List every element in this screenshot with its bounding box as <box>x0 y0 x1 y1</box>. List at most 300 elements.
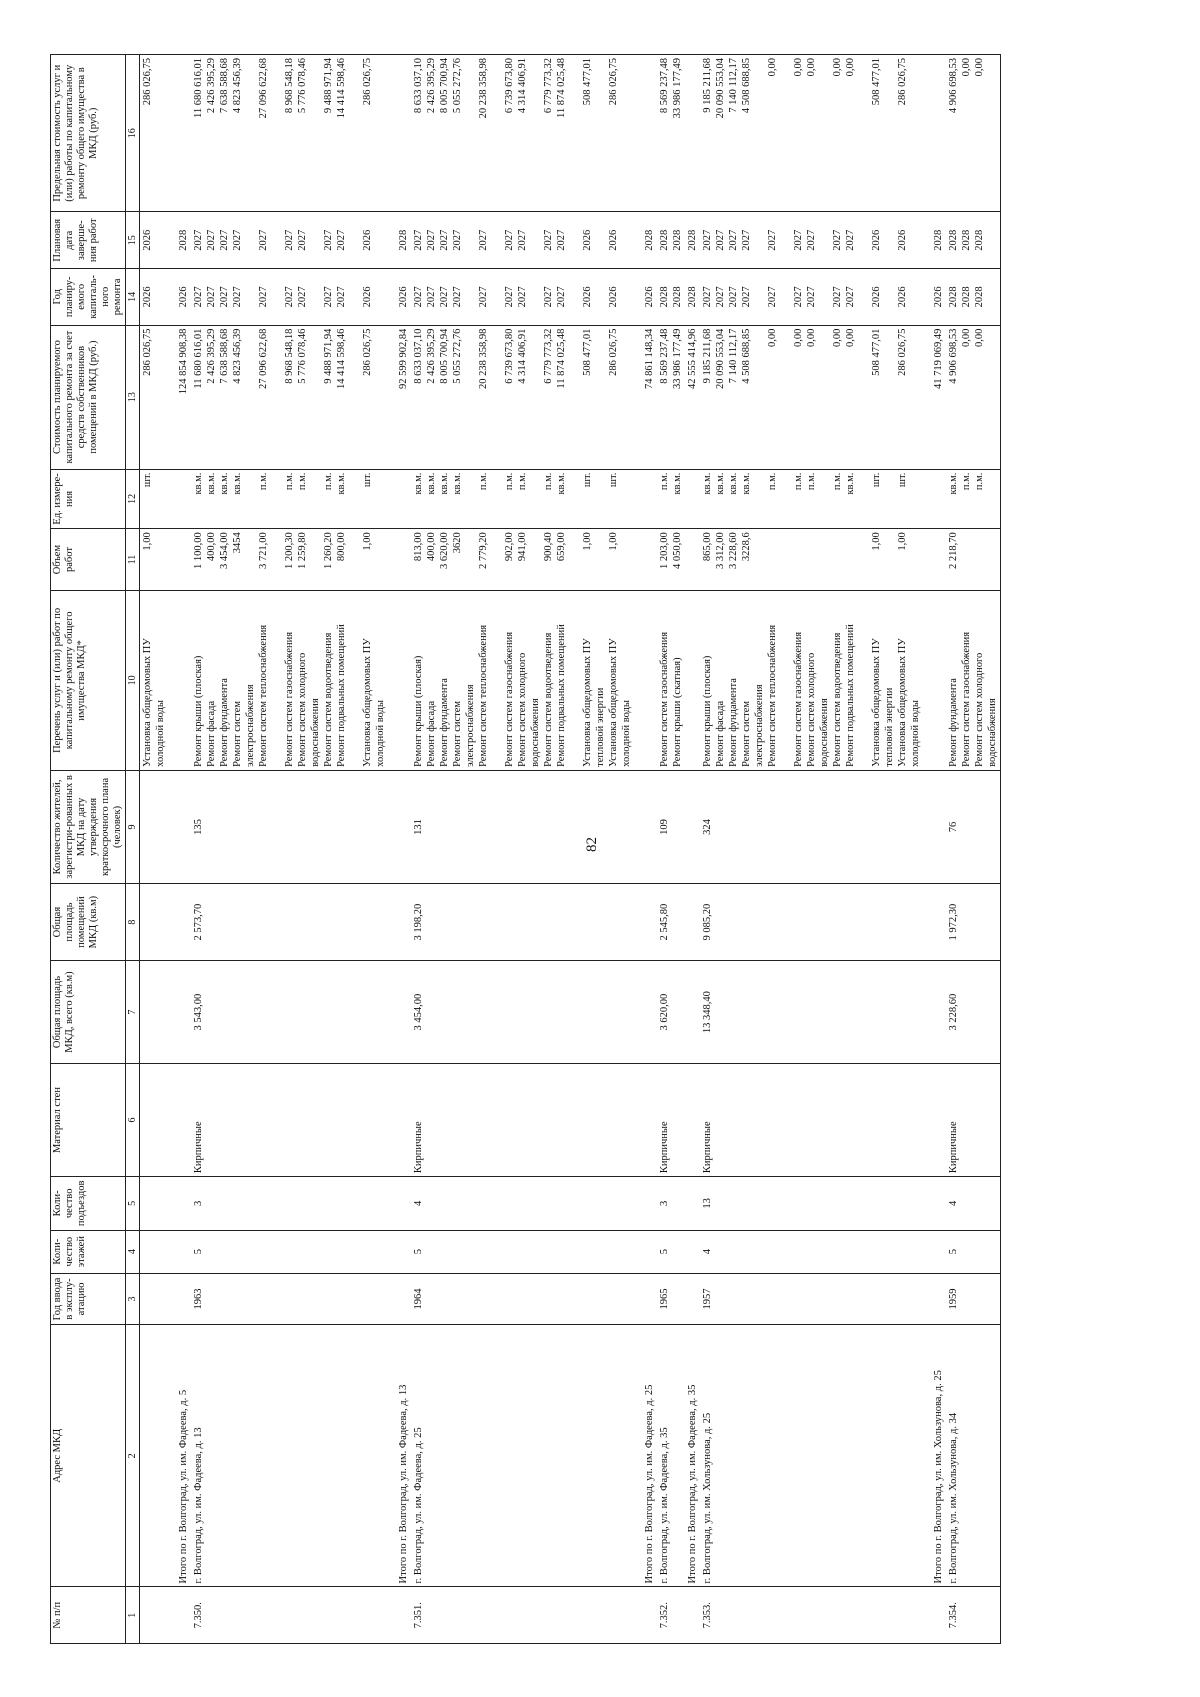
work-cost: 5 776 078,46 <box>297 328 308 384</box>
work-item-cell <box>191 590 388 770</box>
wall-material <box>923 1063 946 1176</box>
premises-area: 3 198,20 <box>411 884 634 961</box>
limit-cost-cell <box>140 55 169 212</box>
premises-area <box>388 884 411 961</box>
completion-year: 2027 <box>543 229 554 251</box>
col-number: 6 <box>126 1063 140 1176</box>
col-number: 4 <box>126 1230 140 1273</box>
residents <box>634 770 657 883</box>
work-item: Ремонт фасада <box>715 700 726 767</box>
work-item: Установка общедомовых ПУ <box>897 638 908 767</box>
completion-year: 2028 <box>672 229 683 251</box>
completion-year: 2027 <box>793 229 804 251</box>
work-volume-cell <box>168 529 191 591</box>
entrances <box>168 1177 191 1230</box>
completion-year: 2028 <box>398 229 409 251</box>
work-unit <box>883 473 896 526</box>
work-item: Ремонт систем газоснабжения <box>284 631 295 767</box>
work-cost <box>154 329 167 466</box>
repair-year: 2027 <box>219 286 230 308</box>
work-item-cell <box>700 590 923 770</box>
repair-year <box>909 272 922 322</box>
repair-year: 2027 <box>413 286 424 308</box>
limit-cost-cell <box>700 55 923 212</box>
floors: 5 <box>657 1230 685 1273</box>
floors: 4 <box>700 1230 923 1273</box>
work-unit: п.м. <box>517 472 528 491</box>
work-item <box>568 594 581 767</box>
completion-year <box>909 215 922 265</box>
work-cost: 0,00 <box>961 328 972 347</box>
work-item <box>490 594 503 767</box>
work-unit-cell <box>685 469 700 529</box>
work-volume: 1,00 <box>582 532 593 551</box>
work-item: Ремонт систем теплоснабжения <box>258 624 269 767</box>
page-number: 82 <box>584 837 600 852</box>
work-unit: кв.м. <box>232 472 243 495</box>
work-item: Ремонт фундамента <box>219 678 230 767</box>
work-item: Ремонт фасада <box>426 700 437 767</box>
work-item <box>857 594 870 767</box>
repair-year: 2028 <box>672 286 683 308</box>
work-volume <box>270 532 283 587</box>
work-item: водоснабжения <box>530 698 541 767</box>
completion-year-cell <box>657 212 685 269</box>
work-unit: п.м. <box>284 472 295 491</box>
wall-material <box>140 1063 169 1176</box>
limit-cost: 286 026,75 <box>142 58 153 106</box>
repair-year: 2027 <box>336 286 347 308</box>
work-cost: 0,00 <box>806 328 817 347</box>
limit-cost: 0,00 <box>845 58 856 77</box>
work-unit <box>932 473 945 526</box>
premises-area: 2 573,70 <box>191 884 388 961</box>
work-cost: 33 986 177,49 <box>672 328 683 389</box>
work-volume <box>568 532 581 587</box>
col-number: 8 <box>126 884 140 961</box>
work-unit: п.м. <box>961 472 972 491</box>
work-unit: п.м. <box>504 472 515 491</box>
year-built <box>388 1273 411 1324</box>
row-number <box>168 1587 191 1644</box>
col-header-year: Год ввода в эксплу-атацию <box>51 1273 126 1324</box>
col-header-floors: Коли-чество этажей <box>51 1230 126 1273</box>
repair-year: 2027 <box>767 286 778 308</box>
work-unit-cell <box>140 469 169 529</box>
limit-cost: 0,00 <box>961 58 972 77</box>
work-volume <box>529 532 542 587</box>
limit-cost <box>883 58 896 208</box>
address: г. Волгоград, ул. им. Хользунова, д. 34 <box>946 1325 1001 1587</box>
limit-cost <box>909 58 922 208</box>
col-header-completion-date: Плановая дата заверше-ния работ <box>51 212 126 269</box>
work-unit-cell <box>168 469 191 529</box>
floors <box>923 1230 946 1273</box>
premises-area <box>634 884 657 961</box>
work-item: Ремонт систем холодного <box>517 652 528 767</box>
work-unit <box>348 473 361 526</box>
wall-material <box>168 1063 191 1176</box>
limit-cost: 20 090 553,04 <box>715 58 726 119</box>
completion-year: 2027 <box>741 229 752 251</box>
repair-year: 2026 <box>871 286 882 308</box>
limit-cost: 11 874 025,48 <box>556 58 567 118</box>
completion-year <box>374 215 387 265</box>
work-unit-cell <box>634 469 657 529</box>
repair-year-cell <box>191 269 388 326</box>
completion-year: 2026 <box>362 229 373 251</box>
entrances <box>685 1177 700 1230</box>
work-unit: шт. <box>871 472 882 488</box>
work-cost: 7 638 588,68 <box>219 328 230 384</box>
floors: 5 <box>411 1230 634 1273</box>
work-cost: 41 719 069,49 <box>933 328 944 389</box>
completion-year: 2027 <box>284 229 295 251</box>
work-item: Установка общедомовых ПУ <box>608 638 619 767</box>
limit-cost-cell <box>634 55 657 212</box>
completion-year: 2026 <box>871 229 882 251</box>
repair-year <box>529 272 542 322</box>
repair-year <box>490 272 503 322</box>
row-number: 7.353. <box>700 1587 923 1644</box>
completion-year: 2027 <box>556 229 567 251</box>
entrances: 3 <box>191 1177 388 1230</box>
work-cost: 508 477,01 <box>871 328 882 376</box>
table-row <box>685 55 700 1644</box>
column-number-row <box>126 55 140 1644</box>
work-cost-cell <box>388 325 411 469</box>
repair-year: 2026 <box>398 286 409 308</box>
work-unit <box>154 473 167 526</box>
year-built: 1963 <box>191 1273 388 1324</box>
limit-cost <box>348 58 361 208</box>
limit-cost: 2 426 395,29 <box>426 58 437 114</box>
work-volume <box>177 532 190 587</box>
work-volume: 3228,6 <box>741 532 752 562</box>
work-unit <box>594 473 607 526</box>
limit-cost <box>464 58 477 208</box>
col-number: 13 <box>126 325 140 469</box>
limit-cost <box>779 58 792 208</box>
work-volume <box>154 532 167 587</box>
wall-material <box>685 1063 700 1176</box>
repair-year: 2027 <box>715 286 726 308</box>
work-volume: 1,00 <box>142 532 153 551</box>
address: Итого по г. Волгоград, ул. им. Фадеева, д. 25 <box>634 1325 657 1587</box>
repair-year: 2027 <box>504 286 515 308</box>
work-cost: 286 026,75 <box>142 328 153 376</box>
work-unit: шт. <box>142 472 153 488</box>
limit-cost: 33 986 177,49 <box>672 58 683 119</box>
limit-cost: 4 823 456,39 <box>232 58 243 114</box>
work-cost-cell <box>700 325 923 469</box>
address: Итого по г. Волгоград, ул. им. Фадеева, д. 13 <box>388 1325 411 1587</box>
work-unit <box>620 473 633 526</box>
repair-year: 2027 <box>806 286 817 308</box>
work-volume: 900,40 <box>543 532 554 562</box>
work-cost: 42 555 414,96 <box>687 328 698 389</box>
col-header-cost: Стоимость планируемого капитального ремонта за счет средств собственников помещений в МКД (руб.) <box>51 325 126 469</box>
work-unit-cell <box>191 469 388 529</box>
completion-year-cell <box>700 212 923 269</box>
work-volume-cell <box>140 529 169 591</box>
repair-year-cell <box>923 269 946 326</box>
row-number <box>140 1587 169 1644</box>
work-volume <box>857 532 870 587</box>
completion-year <box>309 215 322 265</box>
limit-cost <box>594 58 607 208</box>
work-cost: 9 488 971,94 <box>323 328 334 384</box>
limit-cost-cell <box>923 55 946 212</box>
work-item <box>686 594 699 767</box>
limit-cost: 508 477,01 <box>582 58 593 106</box>
limit-cost <box>857 58 870 208</box>
repair-year: 2027 <box>728 286 739 308</box>
work-item-cell <box>411 590 634 770</box>
completion-year: 2028 <box>644 229 655 251</box>
work-cost: 6 779 773,32 <box>543 328 554 384</box>
work-volume: 941,00 <box>517 532 528 562</box>
work-cost <box>818 329 831 466</box>
limit-cost: 7 638 588,68 <box>219 58 230 114</box>
completion-year: 2026 <box>608 229 619 251</box>
work-cost-cell <box>946 325 1001 469</box>
repair-year <box>620 272 633 322</box>
work-volume <box>766 532 779 587</box>
work-unit <box>857 473 870 526</box>
work-item: электроснабжения <box>245 684 256 767</box>
work-cost: 4 314 406,91 <box>517 328 528 384</box>
work-unit: п.м. <box>793 472 804 491</box>
row-number: 7.350. <box>191 1587 388 1644</box>
repair-year: 2027 <box>297 286 308 308</box>
completion-year: 2028 <box>687 229 698 251</box>
repair-year <box>464 272 477 322</box>
repair-year <box>883 272 896 322</box>
floors <box>140 1230 169 1273</box>
limit-cost: 0,00 <box>832 58 843 77</box>
completion-year <box>857 215 870 265</box>
work-volume-cell <box>191 529 388 591</box>
work-volume <box>244 532 257 587</box>
residents: 324 <box>700 770 923 883</box>
limit-cost-cell <box>657 55 685 212</box>
col-number: 5 <box>126 1177 140 1230</box>
total-row <box>634 55 657 1644</box>
work-item: водоснабжения <box>819 698 830 767</box>
repair-year: 2028 <box>687 286 698 308</box>
work-cost <box>309 329 322 466</box>
repair-year: 2027 <box>232 286 243 308</box>
premises-area: 1 972,30 <box>946 884 1001 961</box>
row-number <box>685 1587 700 1644</box>
wall-material: Кирпичные <box>191 1063 388 1176</box>
work-unit: п.м. <box>297 472 308 491</box>
limit-cost <box>244 58 257 208</box>
work-unit <box>177 473 190 526</box>
work-item-cell <box>388 590 411 770</box>
premises-area <box>140 884 169 961</box>
address: г. Волгоград, ул. им. Фадеева, д. 35 <box>657 1325 685 1587</box>
work-unit: п.м. <box>323 472 334 491</box>
work-item: тепловой энергии <box>884 687 895 767</box>
work-unit <box>909 473 922 526</box>
work-cost <box>464 329 477 466</box>
completion-year-cell <box>191 212 388 269</box>
address: Итого по г. Волгоград, ул. им. Фадеева, д. 5 <box>168 1325 191 1587</box>
completion-year: 2027 <box>504 229 515 251</box>
work-unit <box>818 473 831 526</box>
col-header-total-area: Общая площадь МКД, всего (кв.м) <box>51 961 126 1064</box>
limit-cost <box>270 58 283 208</box>
work-volume: 400,00 <box>206 532 217 562</box>
year-built <box>923 1273 946 1324</box>
entrances <box>388 1177 411 1230</box>
limit-cost: 0,00 <box>767 58 778 77</box>
work-item <box>270 594 283 767</box>
repair-year: 2027 <box>793 286 804 308</box>
work-cost: 0,00 <box>793 328 804 347</box>
work-cost: 0,00 <box>767 328 778 347</box>
work-cost-cell <box>411 325 634 469</box>
limit-cost <box>620 58 633 208</box>
work-unit: кв.м. <box>452 472 463 495</box>
work-cost: 7 140 112,17 <box>728 328 739 384</box>
work-volume: 902,00 <box>504 532 515 562</box>
repair-year-cell <box>700 269 923 326</box>
work-volume <box>818 532 831 587</box>
work-volume: 1 259,80 <box>297 532 308 569</box>
year-built <box>168 1273 191 1324</box>
total-row <box>388 55 411 1644</box>
year-built <box>634 1273 657 1324</box>
repair-year: 2027 <box>832 286 843 308</box>
floors: 5 <box>191 1230 388 1273</box>
completion-year: 2027 <box>478 229 489 251</box>
limit-cost: 286 026,75 <box>608 58 619 106</box>
repair-year-cell <box>946 269 1001 326</box>
limit-cost: 0,00 <box>793 58 804 77</box>
total-area: 3 454,00 <box>411 961 634 1064</box>
work-cost <box>620 329 633 466</box>
completion-year: 2027 <box>426 229 437 251</box>
entrances: 4 <box>411 1177 634 1230</box>
work-volume <box>932 532 945 587</box>
completion-year: 2027 <box>832 229 843 251</box>
work-item: Ремонт крыши (плоская) <box>413 655 424 767</box>
work-unit: кв.м. <box>845 472 856 495</box>
work-cost: 286 026,75 <box>362 328 373 376</box>
work-cost <box>857 329 870 466</box>
work-volume-cell <box>923 529 946 591</box>
work-unit-cell <box>657 469 685 529</box>
completion-year: 2028 <box>659 229 670 251</box>
work-item: Ремонт систем <box>452 700 463 767</box>
address: Итого по г. Волгоград, ул. им. Хользунова, д. 25 <box>923 1325 946 1587</box>
work-volume: 4 050,00 <box>672 532 683 569</box>
limit-cost: 6 739 673,80 <box>504 58 515 114</box>
work-unit <box>643 473 656 526</box>
col-header-works: Перечень услуг и (или) работ по капитальному ремонту общего имущества МКД* <box>51 590 126 770</box>
work-volume: 1 260,20 <box>323 532 334 569</box>
repair-year: 2026 <box>582 286 593 308</box>
work-item: Ремонт подвальных помещений <box>336 624 347 767</box>
repair-year-cell <box>140 269 169 326</box>
work-volume-cell <box>685 529 700 591</box>
total-row <box>168 55 191 1644</box>
repair-year-cell <box>657 269 685 326</box>
work-item: Ремонт подвальных помещений <box>845 624 856 767</box>
work-volume: 1 203,00 <box>659 532 670 569</box>
completion-year <box>753 215 766 265</box>
work-item: Ремонт крыши (плоская) <box>193 655 204 767</box>
repair-year: 2027 <box>206 286 217 308</box>
col-number: 14 <box>126 269 140 326</box>
work-cost: 11 680 616,01 <box>193 328 204 389</box>
limit-cost: 9 488 971,94 <box>323 58 334 114</box>
work-volume: 400,00 <box>426 532 437 562</box>
col-header-num: № п/п <box>51 1587 126 1644</box>
residents: 76 <box>946 770 1001 883</box>
address: Итого по г. Волгоград, ул. им. Фадеева, д. 35 <box>685 1325 700 1587</box>
work-unit <box>686 473 699 526</box>
col-header-residents: Количество жителей, зарегистри-рованных в МКД на дату утверждения краткосрочного плана (человек) <box>51 770 126 883</box>
work-cost: 20 090 553,04 <box>715 328 726 389</box>
repair-year: 2028 <box>948 286 959 308</box>
completion-year: 2027 <box>517 229 528 251</box>
limit-cost-cell <box>685 55 700 212</box>
work-unit-cell <box>700 469 923 529</box>
completion-year <box>620 215 633 265</box>
work-unit <box>397 473 410 526</box>
total-row <box>923 55 946 1644</box>
completion-year: 2028 <box>178 229 189 251</box>
work-cost: 0,00 <box>845 328 856 347</box>
completion-year: 2026 <box>897 229 908 251</box>
completion-year: 2027 <box>219 229 230 251</box>
work-item <box>348 594 361 767</box>
work-item: Ремонт систем <box>232 700 243 767</box>
completion-year-cell <box>923 212 946 269</box>
repair-year: 2027 <box>193 286 204 308</box>
work-cost: 2 426 395,29 <box>426 328 437 384</box>
wall-material <box>388 1063 411 1176</box>
work-unit: кв.м. <box>728 472 739 495</box>
repair-year-cell <box>388 269 411 326</box>
limit-cost: 286 026,75 <box>362 58 373 106</box>
completion-year: 2027 <box>452 229 463 251</box>
row-number <box>923 1587 946 1644</box>
capital-repair-table <box>50 54 1001 1644</box>
completion-year: 2027 <box>845 229 856 251</box>
work-item: Ремонт систем теплоснабжения <box>478 624 489 767</box>
limit-cost: 11 680 616,01 <box>193 58 204 118</box>
work-volume-cell <box>946 529 1001 591</box>
work-volume <box>348 532 361 587</box>
work-unit-cell <box>923 469 946 529</box>
work-cost: 124 854 908,38 <box>178 328 189 395</box>
completion-year: 2027 <box>206 229 217 251</box>
work-unit: кв.м. <box>672 472 683 495</box>
completion-year: 2028 <box>948 229 959 251</box>
residents <box>388 770 411 883</box>
year-built: 1965 <box>657 1273 685 1324</box>
premises-area: 9 085,20 <box>700 884 923 961</box>
completion-year: 2027 <box>715 229 726 251</box>
completion-year <box>529 215 542 265</box>
work-volume <box>831 532 844 587</box>
table-body <box>140 55 1001 1644</box>
